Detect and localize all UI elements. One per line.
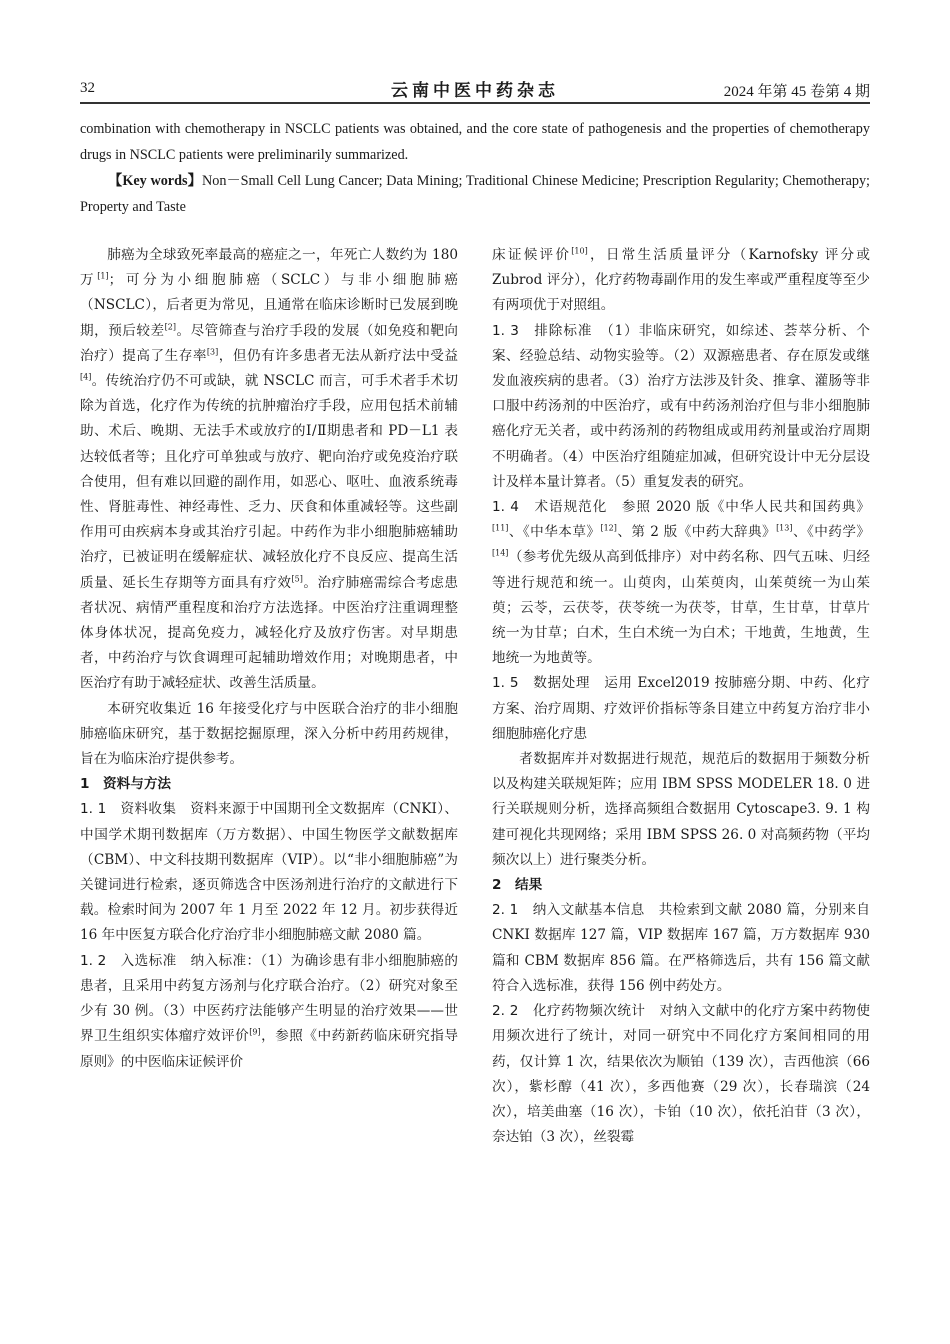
keywords-text: Non－Small Cell Lung Cancer; Data Mining; Traditional Chinese Medicine; Prescription Regularity; Chemotherapy; Property and Taste [80, 173, 870, 215]
subsection-title: 1. 2 入选标准 [80, 952, 177, 969]
citation: [2] [164, 322, 176, 332]
intro-paragraph-2: 本研究收集近 16 年接受化疗与中医联合治疗的非小细胞肺癌临床研究，基于数据挖掘原理，深入分析中药用药规律，旨在为临床治疗提供参考。 [80, 700, 458, 768]
subsection-title: 1. 5 数据处理 [492, 675, 591, 692]
continued-text: 床证候评价 [492, 247, 572, 263]
header-rule [80, 102, 870, 104]
subsection-title: 1. 4 术语规范化 [492, 499, 608, 516]
abstract-continuation: combination with chemotherapy in NSCLC patients was obtained, and the core state of pathogenesis and the properties of chemotherapy drugs in NSCLC patients were preliminarily summarized. [80, 121, 870, 163]
citation: [9] [249, 1027, 261, 1037]
section-2-2: 2. 2 化疗药物频次统计 对纳入文献中的化疗方案中药物使用频次进行了统计，对同一研究中不同化疗方案间相同的用药，仅计算 1 次，结果依次为顺铂（139 次），吉西他滨（66 次），紫杉醇（41 次），多西他赛（29 次），长春瑞滨（24 次），培美曲塞（16 次），卡铂（10 次），依托泊苷（3 次），奈达铂（3 次），丝裂霉 [492, 1003, 871, 1146]
section-1-3: 1. 3 排除标准 （1）非临床研究，如综述、荟萃分析、个案、经验总结、动物实验等。（2）双源癌患者、存在原发或继发血液疾病的患者。（3）治疗方法涉及针灸、推拿、灌肠等非口服中药汤剂的中医治疗，或有中药汤剂治疗但与非小细胞肺癌化疗无关者，或中药汤剂的药物组成或用药剂量或治疗周期不明确者。（4）中医治疗组随症加减，但研究设计中无分层设计及样本量计算者。（5）重复发表的研究。 [492, 322, 870, 490]
section-1-1: 1. 1 资料收集 资料来源于中国期刊全文数据库（CNKI）、中国学术期刊数据库（万方数据）、中国生物医学文献数据库（CBM）、中文科技期刊数据库（VIP）。以“非小细胞肺癌”为关键词进行检索，逐页筛选含中医汤剂进行治疗的文献进行下载。检索时间为 2007 年 1 月至 2022 年 12 月。初步获得近 16 年中医复方联合化疗治疗非小细胞肺癌文献 2080 篇。 [80, 801, 458, 944]
citation: [1] [97, 271, 109, 281]
citation: [12] [600, 523, 617, 533]
citation: [4] [80, 372, 92, 382]
section-2-heading: 2 结果 [492, 877, 543, 894]
section-1-heading: 1 资料与方法 [80, 776, 172, 793]
section-1-2: 1. 2 入选标准 纳入标准：（1）为确诊患有非小细胞肺癌的患者，且采用中药复方汤剂与化疗联合治疗。（2）研究对象至少有 30 例。（3）中医药疗法能够产生明显的治疗效果——世界卫生组织实体瘤疗效评价[9]，参照《中药新药临床研究指导原则》的中医临床证候评价 [80, 952, 459, 1070]
citation: [5] [291, 574, 303, 584]
section-1-5: 1. 5 数据处理 运用 Excel2019 按肺癌分期、中药、化疗方案、治疗周期、疗效评价指标等条目建立中药复方治疗非小细胞肺癌化疗患 [492, 675, 870, 742]
keywords-label: 【Key words】 [108, 173, 203, 189]
subsection-title: 2. 1 纳入文献基本信息 [492, 902, 645, 919]
citation: [14] [492, 548, 509, 558]
section-1-4: 1. 4 术语规范化 参照 2020 版《中华人民共和国药典》[11]、《中华本草》[12]、第 2 版《中药大辞典》[13]、《中药学》[14]（参考优先级从高到低排序）对中药名称、四气五味、归经等进行规范和统一。山萸肉，山茱萸肉，山茱萸统一为山茱萸；云苓，云茯苓，茯苓统一为茯苓，甘草，生甘草，甘草片统一为甘草；白术，生白术统一为白术；干地黄，生地黄，生地统一为地黄等。 [492, 499, 870, 667]
keywords [80, 168, 870, 220]
issue-info: 2024 年第 45 卷第 4 期 [723, 84, 870, 100]
intro-paragraph-1: 肺癌为全球致死率最高的癌症之一，年死亡人数约为 180 万[1]；可分为小细胞肺癌（SCLC）与非小细胞肺癌（NSCLC），后者更为常见，且通常在临床诊断时已发展到晚期，预后较差[2]。尽管筛查与治疗手段的发展（如免疫和靶向治疗）提高了生存率[3]，但仍有许多患者无法从新疗法中受益[4]。传统治疗仍不可或缺，就 NSCLC 而言，可手术者手术切除为首选，化疗作为传统的抗肿瘤治疗手段，应用包括术前辅助、术后、晚期、无法手术或放疗的Ⅰ/Ⅱ期患者和 PD－L1 表达较低者等；且化疗可单独或与放疗、靶向治疗或免疫治疗联合使用，但有难以回避的副作用，如恶心、呕吐、血液系统毒性、肾脏毒性、神经毒性、乏力、厌食和体重减轻等。这些副作用可由疾病本身或其治疗引起。中药作为非小细胞肺癌辅助治疗，已被证明在缓解症状、减轻放化疗不良反应、提高生活质量、延长生存期等方面具有疗效[5]。治疗肺癌需综合考虑患者状况、病情严重程度和治疗方法选择。中医治疗注重调理整体身体状况，提高免疫力，减轻化疗及放疗伤害。对早期患者，中药治疗与饮食调理可起辅助增效作用；对晚期患者，中医治疗有助于减轻症状、改善生活质量。 [80, 247, 459, 692]
citation: [10] [571, 246, 588, 256]
section-1-5-continued: 者数据库并对数据进行规范，规范后的数据用于频数分析以及构建关联规矩阵；应用 IBM SPSS MODELER 18. 0 进行关联规则分析，选择高频组合数据用 Cytoscape3. 9. 1 构建可视化共现网络；采用 IBM SPSS 26. 0 对高频药物（平均频次以上）进行聚类分析。 [492, 751, 870, 868]
page-number: 32 [80, 80, 95, 96]
section-1-2-continued: 床证候评价[10]，日常生活质量评分（Karnofsky 评分或 Zubrod 评分），化疗药物毒副作用的发生率或严重程度等至少有两项优于对照组。 [492, 246, 871, 314]
subsection-title: 2. 2 化疗药物频次统计 [492, 1003, 646, 1020]
subsection-title: 1. 3 排除标准 [492, 322, 593, 339]
left-column [80, 243, 458, 1075]
subsection-title: 1. 1 资料收集 [80, 801, 177, 818]
citation: [11] [492, 523, 509, 533]
citation: [13] [776, 523, 793, 533]
section-2-1: 2. 1 纳入文献基本信息 共检索到文献 2080 篇，分别来自 CNKI 数据库 127 篇，VIP 数据库 167 篇，万方数据库 930 篇和 CBM 数据库 856 篇。在严格筛选后，共有 156 篇文献符合入选标准，获得 156 例中药处方。 [492, 902, 870, 994]
right-column [492, 243, 870, 1150]
journal-title: 云南中医中药杂志 [391, 81, 559, 101]
citation: [3] [206, 347, 219, 357]
